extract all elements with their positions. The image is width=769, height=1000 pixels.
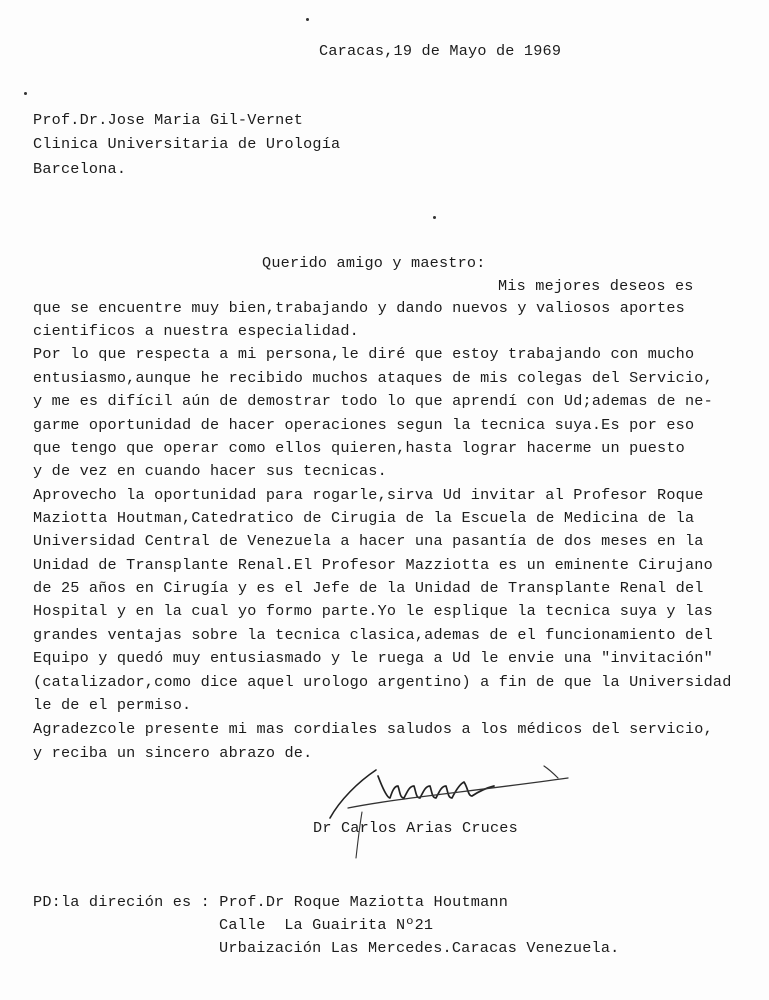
body-line: grandes ventajas sobre la tecnica clasica,ademas de el funcionamiento del xyxy=(33,626,713,644)
body-line: Agradezcole presente mi mas cordiales saludos a los médicos del servicio, xyxy=(33,720,713,738)
body-line: Universidad Central de Venezuela a hacer una pasantía de dos meses en la xyxy=(33,532,704,550)
body-line: y reciba un sincero abrazo de. xyxy=(33,744,313,762)
body-line: de 25 años en Cirugía y es el Jefe de la Unidad de Transplante Renal del xyxy=(33,579,704,597)
body-line: le de el permiso. xyxy=(33,696,192,714)
body-line: y me es difícil aún de demostrar todo lo que aprendí con Ud;ademas de ne- xyxy=(33,392,713,410)
recipient-line: Clinica Universitaria de Urología xyxy=(33,135,341,153)
body-line: (catalizador,como dice aquel urologo argentino) a fin de que la Universidad xyxy=(33,673,732,691)
body-line: entusiasmo,aunque he recibido muchos ataques de mis colegas del Servicio, xyxy=(33,369,713,387)
body-line: Aprovecho la oportunidad para rogarle,sirva Ud invitar al Profesor Roque xyxy=(33,486,704,504)
body-line: Maziotta Houtman,Catedratico de Cirugia de la Escuela de Medicina de la xyxy=(33,509,695,527)
body-line: Por lo que respecta a mi persona,le diré que estoy trabajando con mucho xyxy=(33,345,695,363)
body-line: Mis mejores deseos es xyxy=(498,277,694,295)
signer-name: Dr Carlos Arias Cruces xyxy=(313,819,518,837)
body-line: y de vez en cuando hacer sus tecnicas. xyxy=(33,462,387,480)
paper-speck xyxy=(306,18,309,21)
recipient-line: Barcelona. xyxy=(33,160,127,178)
salutation: Querido amigo y maestro: xyxy=(262,254,486,272)
body-line: Equipo y quedó muy entusiasmado y le ruega a Ud le envie una "invitación" xyxy=(33,649,713,667)
body-line: que se encuentre muy bien,trabajando y dando nuevos y valiosos aportes xyxy=(33,299,685,317)
body-line: garme oportunidad de hacer operaciones segun la tecnica suya.Es por eso xyxy=(33,416,695,434)
postscript-line: Calle La Guairita Nº21 xyxy=(219,916,434,934)
paper-speck xyxy=(24,92,27,95)
body-line: cientificos a nuestra especialidad. xyxy=(33,322,359,340)
postscript-line: Urbaización Las Mercedes.Caracas Venezuela. xyxy=(219,939,620,957)
recipient-line: Prof.Dr.Jose Maria Gil-Vernet xyxy=(33,111,304,129)
body-line: que tengo que operar como ellos quieren,hasta lograr hacerme un puesto xyxy=(33,439,685,457)
body-line: Unidad de Transplante Renal.El Profesor Mazziotta es un eminente Cirujano xyxy=(33,556,713,574)
paper-speck xyxy=(433,216,436,219)
letter-date: Caracas,19 de Mayo de 1969 xyxy=(319,42,562,60)
postscript-line: PD:la direción es : Prof.Dr Roque Maziotta Houtmann xyxy=(33,893,509,911)
body-line: Hospital y en la cual yo formo parte.Yo le esplique la tecnica suya y las xyxy=(33,602,713,620)
handwritten-signature xyxy=(318,752,588,862)
